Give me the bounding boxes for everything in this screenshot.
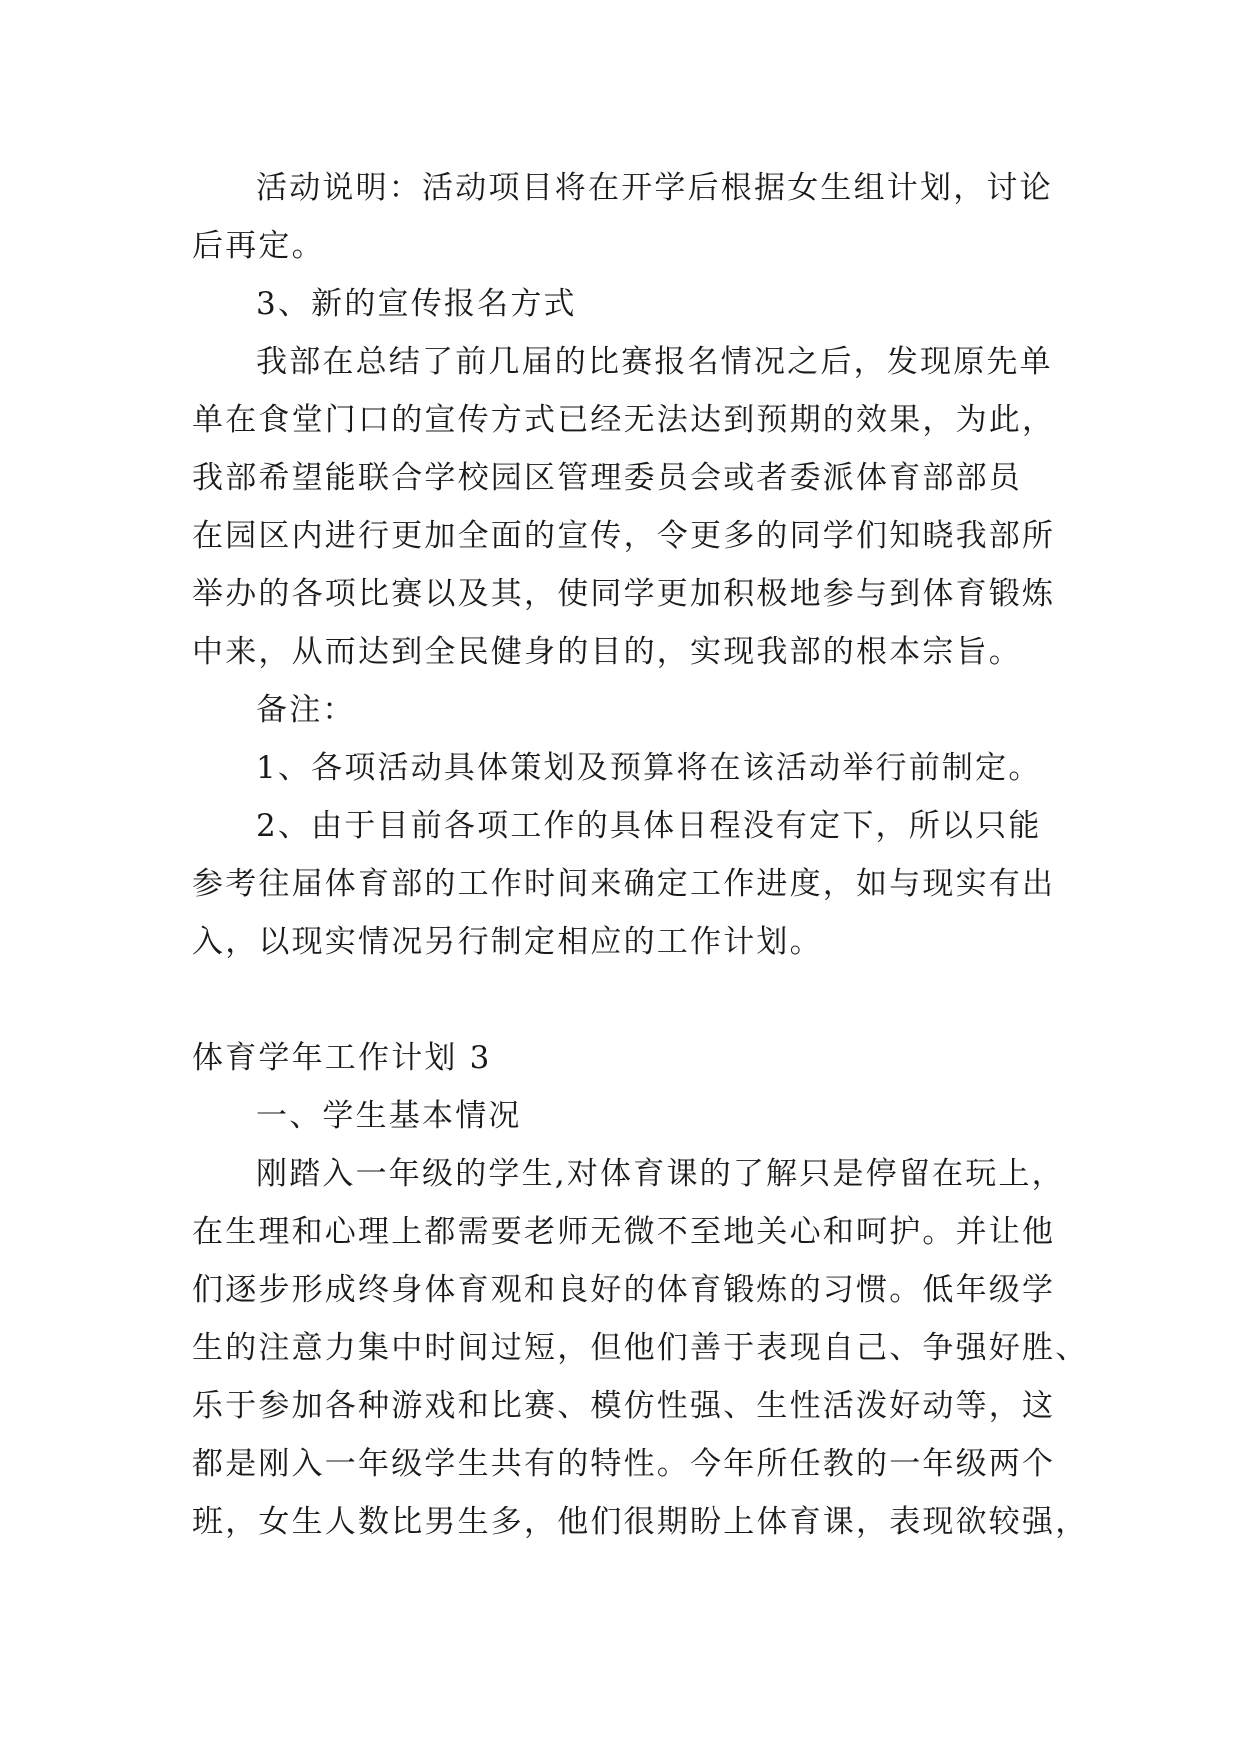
note-item: 1、各项活动具体策划及预算将在该活动举行前制定。 — [256, 750, 1042, 786]
paragraph-line: 生的注意力集中时间过短，但他们善于表现自己、争强好胜、 — [192, 1330, 1089, 1366]
paragraph-line: 都是刚入一年级学生共有的特性。今年所任教的一年级两个 — [192, 1446, 1056, 1482]
paragraph-line: 乐于参加各种游戏和比赛、模仿性强、生性活泼好动等，这 — [192, 1388, 1056, 1424]
paragraph-line: 参考往届体育部的工作时间来确定工作进度，如与现实有出 — [192, 866, 1056, 902]
note-item: 2、由于目前各项工作的具体日程没有定下，所以只能 — [256, 808, 1042, 844]
paragraph-line: 我部希望能联合学校园区管理委员会或者委派体育部部员 — [192, 460, 1022, 496]
paragraph-line: 活动说明：活动项目将在开学后根据女生组计划，讨论 — [256, 170, 1053, 206]
paragraph-line: 们逐步形成终身体育观和良好的体育锻炼的习惯。低年级学 — [192, 1272, 1056, 1308]
note-heading: 备注： — [256, 692, 356, 728]
paragraph-line: 在园区内进行更加全面的宣传，令更多的同学们知晓我部所 — [192, 518, 1056, 554]
section-heading: 一、学生基本情况 — [256, 1098, 522, 1134]
section-heading: 3、新的宣传报名方式 — [256, 286, 577, 322]
paragraph-line: 我部在总结了前几届的比赛报名情况之后，发现原先单 — [256, 344, 1053, 380]
paragraph-line: 单在食堂门口的宣传方式已经无法达到预期的效果，为此， — [192, 402, 1056, 438]
paragraph-line: 入，以现实情况另行制定相应的工作计划。 — [192, 924, 823, 960]
document-title: 体育学年工作计划 3 — [192, 1040, 492, 1076]
paragraph-line: 在生理和心理上都需要老师无微不至地关心和呵护。并让他 — [192, 1214, 1056, 1250]
paragraph-line: 刚踏入一年级的学生,对体育课的了解只是停留在玩上， — [256, 1156, 1065, 1192]
paragraph-line: 班，女生人数比男生多，他们很期盼上体育课，表现欲较强， — [192, 1504, 1089, 1540]
paragraph-line: 后再定。 — [192, 228, 325, 264]
paragraph-line: 中来，从而达到全民健身的目的，实现我部的根本宗旨。 — [192, 634, 1022, 670]
paragraph-line: 举办的各项比赛以及其，使同学更加积极地参与到体育锻炼 — [192, 576, 1056, 612]
